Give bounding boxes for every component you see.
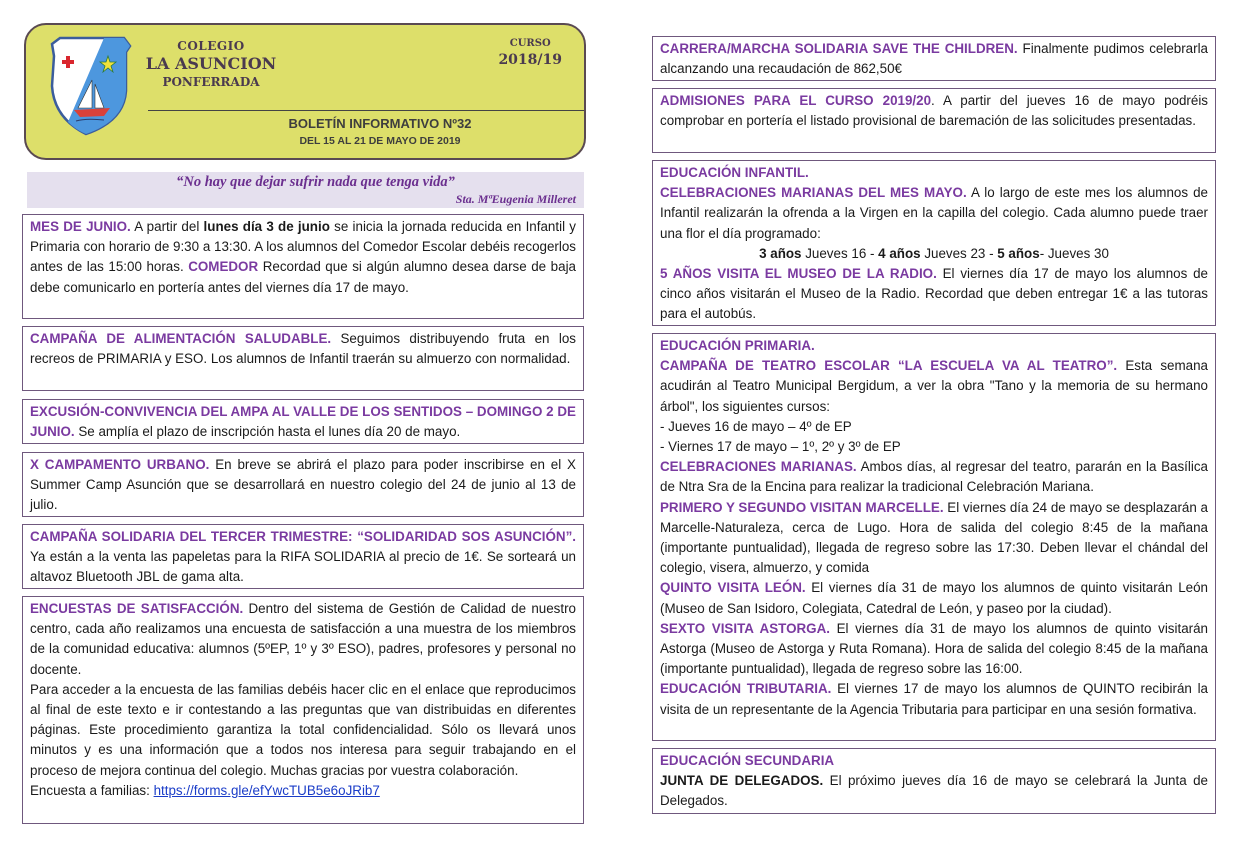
- heading: EXCUSIÓN-CONVIVENCIA DEL AMPA AL VALLE DE LOS SENTIDOS – DOMINGO 2 DE JUNIO.: [30, 404, 576, 440]
- section-admisiones: [652, 88, 1216, 153]
- course-label: CURSO: [509, 38, 551, 49]
- section-heading: EDUCACIÓN INFANTIL.: [660, 165, 809, 180]
- body-text: Finalmente pudimos celebrarla alcanzando una recaudación de 862,50€: [660, 41, 1208, 77]
- body-text: El viernes día 31 de mayo los alumnos de quinto visitarán León (Museo de San Isidoro, Colegiata, Catedral de León, y paseo por la ciudad).: [660, 580, 1208, 616]
- body-paragraph: Para acceder a la encuesta de las familias debéis hacer clic en el enlace que reproducimos al final de este texto e ir contestando a las preguntas que van distribuidas en diferentes páginas. Este procedimiento garantiza la total confidencialidad. Sólo os llevará unos minutos y es una información que a todos nos interesa para seguir trabajando en el proceso de mejora continua del colegio. Muchas gracias por vuestra colaboración.: [30, 681, 576, 778]
- body-text: Recordad que si algún alumno desea darse de baja debe comunicarlo en portería antes del viernes día 17 de mayo.: [30, 259, 576, 295]
- heading: 5 AÑOS VISITA EL MUSEO DE LA RADIO.: [660, 266, 937, 282]
- heading: JUNTA DE DELEGADOS.: [660, 773, 824, 789]
- section-excursion: [22, 399, 584, 444]
- heading: CAMPAÑA DE ALIMENTACIÓN SALUDABLE.: [30, 331, 332, 346]
- heading: CELEBRACIONES MARIANAS DEL MES MAYO.: [660, 185, 967, 201]
- heading: ENCUESTAS DE SATISFACCIÓN.: [30, 601, 244, 616]
- section-solidaria: [22, 524, 584, 589]
- link-label: Encuesta a familias:: [30, 782, 154, 798]
- section-infantil: [652, 160, 1216, 326]
- school-line-3: PONFERRADA: [162, 75, 260, 89]
- section-alimentacion: [22, 326, 584, 391]
- bulletin-title: BOLETÍN INFORMATIVO Nº32: [288, 116, 472, 131]
- quote-text: “No hay que dejar sufrir nada que tenga vida”: [176, 174, 455, 190]
- section-mes-de-junio: [22, 214, 584, 319]
- heading: CARRERA/MARCHA SOLIDARIA SAVE THE CHILDREN.: [660, 41, 1018, 56]
- school-line-1: COLEGIO: [177, 39, 245, 53]
- list-item: - Viernes 17 de mayo – 1º, 2º y 3º de EP: [660, 439, 901, 455]
- body-text: Seguimos distribuyendo fruta en los recreos de PRIMARIA y ESO. Los alumnos de Infantil traerán su almuerzo con normalidad.: [30, 331, 576, 367]
- heading: EDUCACIÓN TRIBUTARIA.: [660, 681, 832, 697]
- quote-banner: [27, 172, 584, 208]
- bulletin-dates: DEL 15 AL 21 DE MAYO DE 2019: [299, 135, 461, 147]
- schedule-line: [660, 244, 1208, 264]
- body-text: Ambos días, al regresar del teatro, pararán en la Basílica de Ntra Sra de la Encina para realizar la tradicional Celebración Mariana.: [660, 459, 1208, 495]
- section-campamento: [22, 452, 584, 517]
- body-text: A partir del: [130, 219, 204, 234]
- section-heading: EDUCACIÓN SECUNDARIA: [660, 753, 835, 768]
- heading: SEXTO VISITA ASTORGA.: [660, 620, 830, 636]
- body-text: El viernes día 31 de mayo los alumnos de quinto visitarán Astorga (Museo de Astorga y Ruta Romana). Hora de salida del colegio 8:45 de la mañana (importante puntualidad), llegada de regreso sobre las 16:00.: [660, 620, 1208, 677]
- bold-text: 5 años: [997, 245, 1040, 261]
- bold-text: 3 años: [759, 245, 802, 261]
- body-text: Se amplía el plazo de inscripción hasta el lunes día 20 de mayo.: [74, 424, 461, 440]
- body-text: El viernes 17 de mayo los alumnos de QUINTO recibirán la visita de un representante de la Agencia Tributaria para participar en una sesión formativa.: [660, 681, 1209, 717]
- heading: CAMPAÑA SOLIDARIA DEL TERCER TRIMESTRE: “SOLIDARIDAD SOS ASUNCIÓN”.: [30, 529, 576, 544]
- body-text: - Jueves 30: [1039, 245, 1109, 261]
- body-text: Dentro del sistema de Gestión de Calidad de nuestro centro, cada año realizamos una encuesta de satisfacción a una muestra de los miembros de la comunidad educativa: alumnos (5ºEP, 1º y 3º ESO), padres, profesores y personal no docente.: [30, 601, 576, 677]
- body-text: Esta semana acudirán al Teatro Municipal Bergidum, a ver la obra "Tano y la memoria de su hermano árbol", los siguientes cursos:: [660, 358, 1208, 414]
- heading: MES DE JUNIO.: [30, 219, 131, 234]
- section-heading: EDUCACIÓN PRIMARIA.: [660, 338, 815, 353]
- bulletin-info: [176, 116, 584, 147]
- school-name: [136, 39, 286, 89]
- body-text: Ya están a la venta las papeletas para la RIFA SOLIDARIA al precio de 1€. Se sorteará un altavoz Bluetooth JBL de gama alta.: [30, 549, 576, 585]
- heading: PRIMERO Y SEGUNDO VISITAN MARCELLE.: [660, 499, 944, 515]
- quote-author: Sta. MªEugenia Milleret: [455, 192, 576, 206]
- heading: QUINTO VISITA LEÓN.: [660, 580, 806, 596]
- body-text: A lo largo de este mes los alumnos de Infantil realizarán la ofrenda a la Virgen en la capilla del colegio. Cada alumno puede traer una flor el día programado:: [660, 185, 1208, 241]
- body-text: se inicia la jornada reducida en Infantil y Primaria con horario de 9:30 a 13:30. A los alumnos del Comedor Escolar debéis recogerlos antes de las 15:00 horas.: [30, 219, 576, 275]
- body-text: El viernes día 24 de mayo se desplazarán a Marcelle-Naturaleza, cerca de Lugo. Hora de salida del colegio 8:45 de la mañana (importante puntualidad), llegada de regreso sobre las 17:30. Deben llevar el chándal del colegio, visera, almuerzo, y comida: [660, 499, 1209, 576]
- heading: CAMPAÑA DE TEATRO ESCOLAR “LA ESCUELA VA AL TEATRO”.: [660, 358, 1118, 374]
- body-text: El viernes día 17 de mayo los alumnos de cinco años visitarán el Museo de la Radio. Recordad que deben entregar 1€ a las tutoras para el autobús.: [660, 266, 1208, 322]
- section-carrera: [652, 36, 1216, 81]
- section-encuestas: [22, 596, 584, 824]
- heading: X CAMPAMENTO URBANO.: [30, 457, 210, 472]
- body-text: Jueves 16 -: [801, 245, 879, 261]
- section-primaria: [652, 333, 1216, 741]
- school-crest-logo: [46, 36, 132, 136]
- body-text: El próximo jueves día 16 de mayo se celebrará la Junta de Delegados.: [660, 773, 1208, 809]
- section-secundaria: [652, 748, 1216, 814]
- heading: ADMISIONES PARA EL CURSO 2019/20: [660, 93, 932, 108]
- bold-text: lunes día 3 de junio: [203, 219, 330, 234]
- body-text: En breve se abrirá el plazo para poder inscribirse en el X Summer Camp Asunción que se desarrollará en nuestro colegio del 24 de junio al 13 de julio.: [30, 457, 576, 513]
- bold-text: 4 años: [878, 245, 921, 261]
- header-divider: [148, 110, 584, 111]
- list-item: - Jueves 16 de mayo – 4º de EP: [660, 418, 852, 434]
- body-text: Jueves 23 -: [920, 245, 998, 261]
- course-year: [498, 38, 562, 68]
- bulletin-header: [24, 23, 586, 160]
- heading: CELEBRACIONES MARIANAS.: [660, 459, 857, 475]
- course-value: 2018/19: [498, 52, 562, 68]
- heading: COMEDOR: [188, 259, 259, 275]
- body-text: . A partir del jueves 16 de mayo podréis comprobar en portería el listado provisional de baremación de las solicitudes presentadas.: [660, 93, 1208, 129]
- survey-link[interactable]: https://forms.gle/efYwcTUB5e6oJRib7: [153, 782, 380, 798]
- school-line-2: LA ASUNCION: [145, 54, 277, 73]
